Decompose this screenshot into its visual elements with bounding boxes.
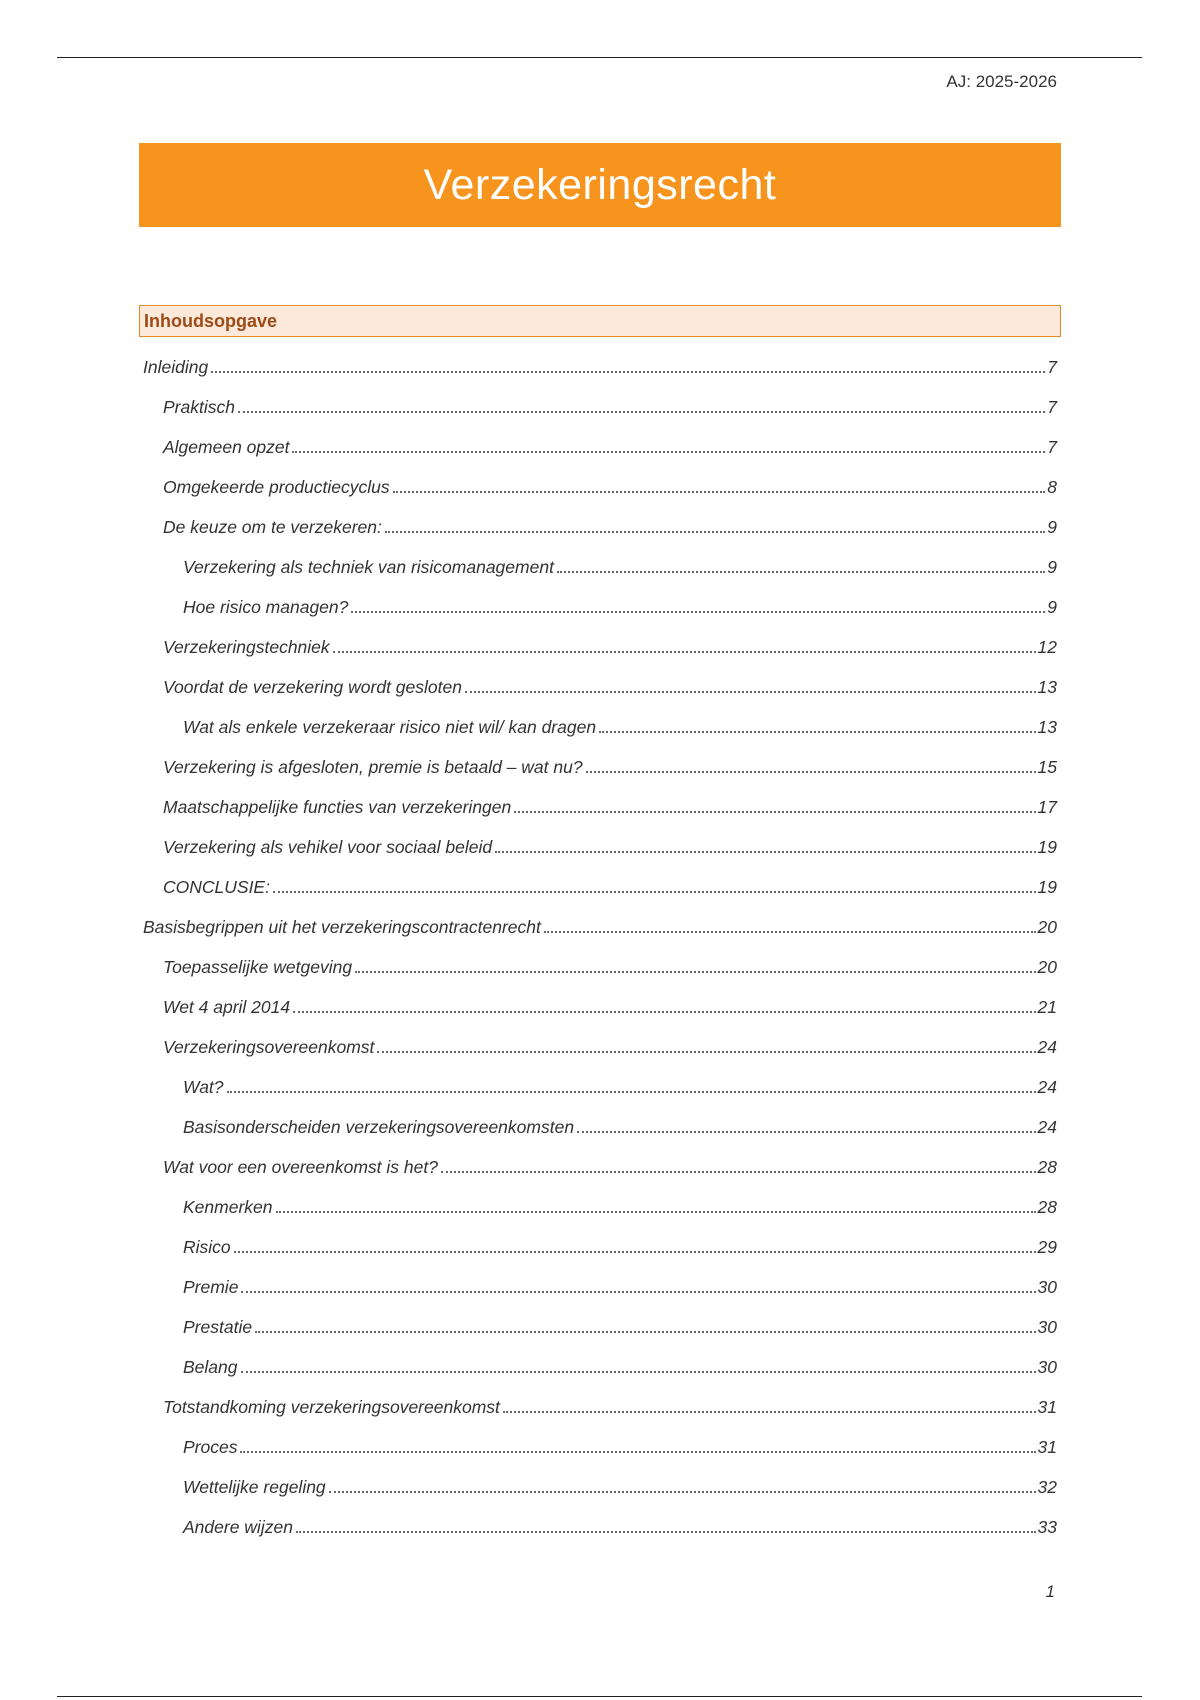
toc-entry[interactable] <box>143 621 1057 661</box>
toc-entry[interactable] <box>143 821 1057 861</box>
toc-entry[interactable] <box>143 941 1057 981</box>
footer-rule <box>57 1696 1142 1697</box>
toc-leader <box>234 1251 1036 1253</box>
toc-entry[interactable] <box>143 1061 1057 1101</box>
toc-entry[interactable] <box>143 781 1057 821</box>
toc-entry-title: Toepasselijke wetgeving <box>163 957 353 977</box>
toc-leader <box>240 1451 1035 1453</box>
toc-entry-title: Basisbegrippen uit het verzekeringscontractenrecht <box>143 917 541 937</box>
toc-entry[interactable] <box>143 661 1057 701</box>
toc-entry-title: Totstandkoming verzekeringsovereenkomst <box>163 1397 500 1417</box>
toc-entry[interactable] <box>143 1341 1057 1381</box>
toc-entry-page: 19 <box>1037 877 1057 897</box>
toc-entry[interactable] <box>143 1381 1057 1421</box>
toc-leader <box>577 1131 1035 1133</box>
toc-entry-page: 24 <box>1037 1077 1057 1097</box>
toc-entry[interactable] <box>143 701 1057 741</box>
toc-entry-title: Verzekeringstechniek <box>163 637 330 657</box>
toc-entry-title: Proces <box>183 1437 238 1457</box>
page-number: 1 <box>1045 1582 1055 1601</box>
toc-entry-title: Premie <box>183 1277 239 1297</box>
toc-leader <box>273 891 1036 893</box>
toc-leader <box>385 531 1045 533</box>
toc-entry-page: 31 <box>1037 1437 1057 1457</box>
toc-entry-title: Algemeen opzet <box>163 437 290 457</box>
toc-entry[interactable] <box>143 861 1057 901</box>
toc-entry-title: Wet 4 april 2014 <box>163 997 291 1017</box>
academic-year: AJ: 2025-2026 <box>946 72 1057 91</box>
toc-leader <box>255 1331 1035 1333</box>
toc-leader <box>293 1011 1035 1013</box>
toc-entry-page: 31 <box>1037 1397 1057 1417</box>
toc-entry-title: Wat? <box>183 1077 224 1097</box>
toc-entry-page: 15 <box>1037 757 1057 777</box>
toc-entry-page: 13 <box>1037 717 1057 737</box>
toc-entry-page: 7 <box>1047 437 1057 457</box>
toc-entry-page: 20 <box>1037 957 1057 977</box>
toc-entry-title: Hoe risico managen? <box>183 597 349 617</box>
title-banner <box>139 143 1061 227</box>
toc-entry[interactable] <box>143 1421 1057 1461</box>
toc-entry-title: Verzekering als vehikel voor sociaal beleid <box>163 837 493 857</box>
toc-entry[interactable] <box>143 381 1057 421</box>
toc-entry-title: Omgekeerde productiecyclus <box>163 477 390 497</box>
toc-leader <box>465 691 1036 693</box>
toc-entry[interactable] <box>143 421 1057 461</box>
toc-entry-title: Belang <box>183 1357 238 1377</box>
toc-entry-title: Andere wijzen <box>183 1517 293 1537</box>
toc-entry[interactable] <box>143 501 1057 541</box>
toc-entry-title: Maatschappelijke functies van verzekeringen <box>163 797 512 817</box>
toc-entry-page: 24 <box>1037 1117 1057 1137</box>
toc-entry[interactable] <box>143 461 1057 501</box>
toc-entry-title: Inleiding <box>143 357 209 377</box>
toc-leader <box>393 491 1045 493</box>
toc-leader <box>211 371 1045 373</box>
toc-entry-page: 9 <box>1047 517 1057 537</box>
toc-entry-page: 9 <box>1047 557 1057 577</box>
toc-leader <box>377 1051 1035 1053</box>
toc-leader <box>586 771 1036 773</box>
toc-entry-page: 24 <box>1037 1037 1057 1057</box>
toc-entry[interactable] <box>143 341 1057 381</box>
toc-entry-page: 20 <box>1037 917 1057 937</box>
toc-entry-page: 30 <box>1037 1277 1057 1297</box>
toc-entry-page: 9 <box>1047 597 1057 617</box>
toc-entry[interactable] <box>143 741 1057 781</box>
document-title: Verzekeringsrecht <box>423 160 777 209</box>
toc-entry[interactable] <box>143 981 1057 1021</box>
toc-entry[interactable] <box>143 1221 1057 1261</box>
toc-leader <box>227 1091 1036 1093</box>
toc-entry-page: 12 <box>1037 637 1057 657</box>
toc-entry-title: De keuze om te verzekeren: <box>163 517 382 537</box>
toc-entry[interactable] <box>143 1181 1057 1221</box>
toc-entry-page: 8 <box>1047 477 1057 497</box>
toc-entry-title: Wat voor een overeenkomst is het? <box>163 1157 438 1177</box>
toc-entry[interactable] <box>143 541 1057 581</box>
toc-entry-title: Verzekering als techniek van risicomanagement <box>183 557 554 577</box>
toc-leader <box>599 731 1035 733</box>
toc-entry-title: Praktisch <box>163 397 235 417</box>
toc-entry-page: 7 <box>1047 357 1057 377</box>
toc-entry-page: 30 <box>1037 1357 1057 1377</box>
toc-leader <box>296 1531 1036 1533</box>
toc-entry[interactable] <box>143 1461 1057 1501</box>
toc-entry-page: 28 <box>1037 1197 1057 1217</box>
table-of-contents <box>143 341 1057 1541</box>
toc-entry[interactable] <box>143 1261 1057 1301</box>
toc-entry-page: 21 <box>1037 997 1057 1017</box>
toc-leader <box>292 451 1045 453</box>
toc-entry-title: Verzekering is afgesloten, premie is betaald – wat nu? <box>163 757 583 777</box>
toc-entry-page: 7 <box>1047 397 1057 417</box>
toc-entry[interactable] <box>143 1301 1057 1341</box>
toc-entry-title: Basisonderscheiden verzekeringsovereenkomsten <box>183 1117 575 1137</box>
toc-leader <box>238 411 1045 413</box>
toc-leader <box>241 1371 1036 1373</box>
toc-entry-title: Wat als enkele verzekeraar risico niet wil/ kan dragen <box>183 717 597 737</box>
toc-leader <box>276 1211 1036 1213</box>
toc-entry-title: Kenmerken <box>183 1197 273 1217</box>
toc-entry-title: Verzekeringsovereenkomst <box>163 1037 375 1057</box>
toc-entry-title: Wettelijke regeling <box>183 1477 326 1497</box>
toc-leader <box>557 571 1045 573</box>
toc-leader <box>514 811 1035 813</box>
toc-leader <box>329 1491 1036 1493</box>
toc-entry[interactable] <box>143 1021 1057 1061</box>
toc-leader <box>355 971 1035 973</box>
toc-entry-page: 19 <box>1037 837 1057 857</box>
toc-entry[interactable] <box>143 1101 1057 1141</box>
toc-entry-page: 29 <box>1037 1237 1057 1257</box>
toc-entry-page: 28 <box>1037 1157 1057 1177</box>
toc-entry-title: Risico <box>183 1237 231 1257</box>
toc-entry[interactable] <box>143 901 1057 941</box>
toc-leader <box>351 611 1045 613</box>
toc-leader <box>503 1411 1036 1413</box>
toc-entry[interactable] <box>143 581 1057 621</box>
toc-heading: Inhoudsopgave <box>139 305 1061 337</box>
header-rule <box>57 57 1142 58</box>
toc-entry-page: 32 <box>1037 1477 1057 1497</box>
toc-entry-title: Prestatie <box>183 1317 253 1337</box>
toc-leader <box>495 851 1035 853</box>
toc-leader <box>441 1171 1036 1173</box>
toc-leader <box>544 931 1036 933</box>
toc-entry-page: 33 <box>1037 1517 1057 1537</box>
toc-entry-title: CONCLUSIE: <box>163 877 270 897</box>
toc-leader <box>241 1291 1035 1293</box>
toc-entry-title: Voordat de verzekering wordt gesloten <box>163 677 462 697</box>
toc-entry-page: 13 <box>1037 677 1057 697</box>
toc-leader <box>333 651 1036 653</box>
toc-entry-page: 17 <box>1037 797 1057 817</box>
toc-entry[interactable] <box>143 1141 1057 1181</box>
toc-entry[interactable] <box>143 1501 1057 1541</box>
toc-entry-page: 30 <box>1037 1317 1057 1337</box>
